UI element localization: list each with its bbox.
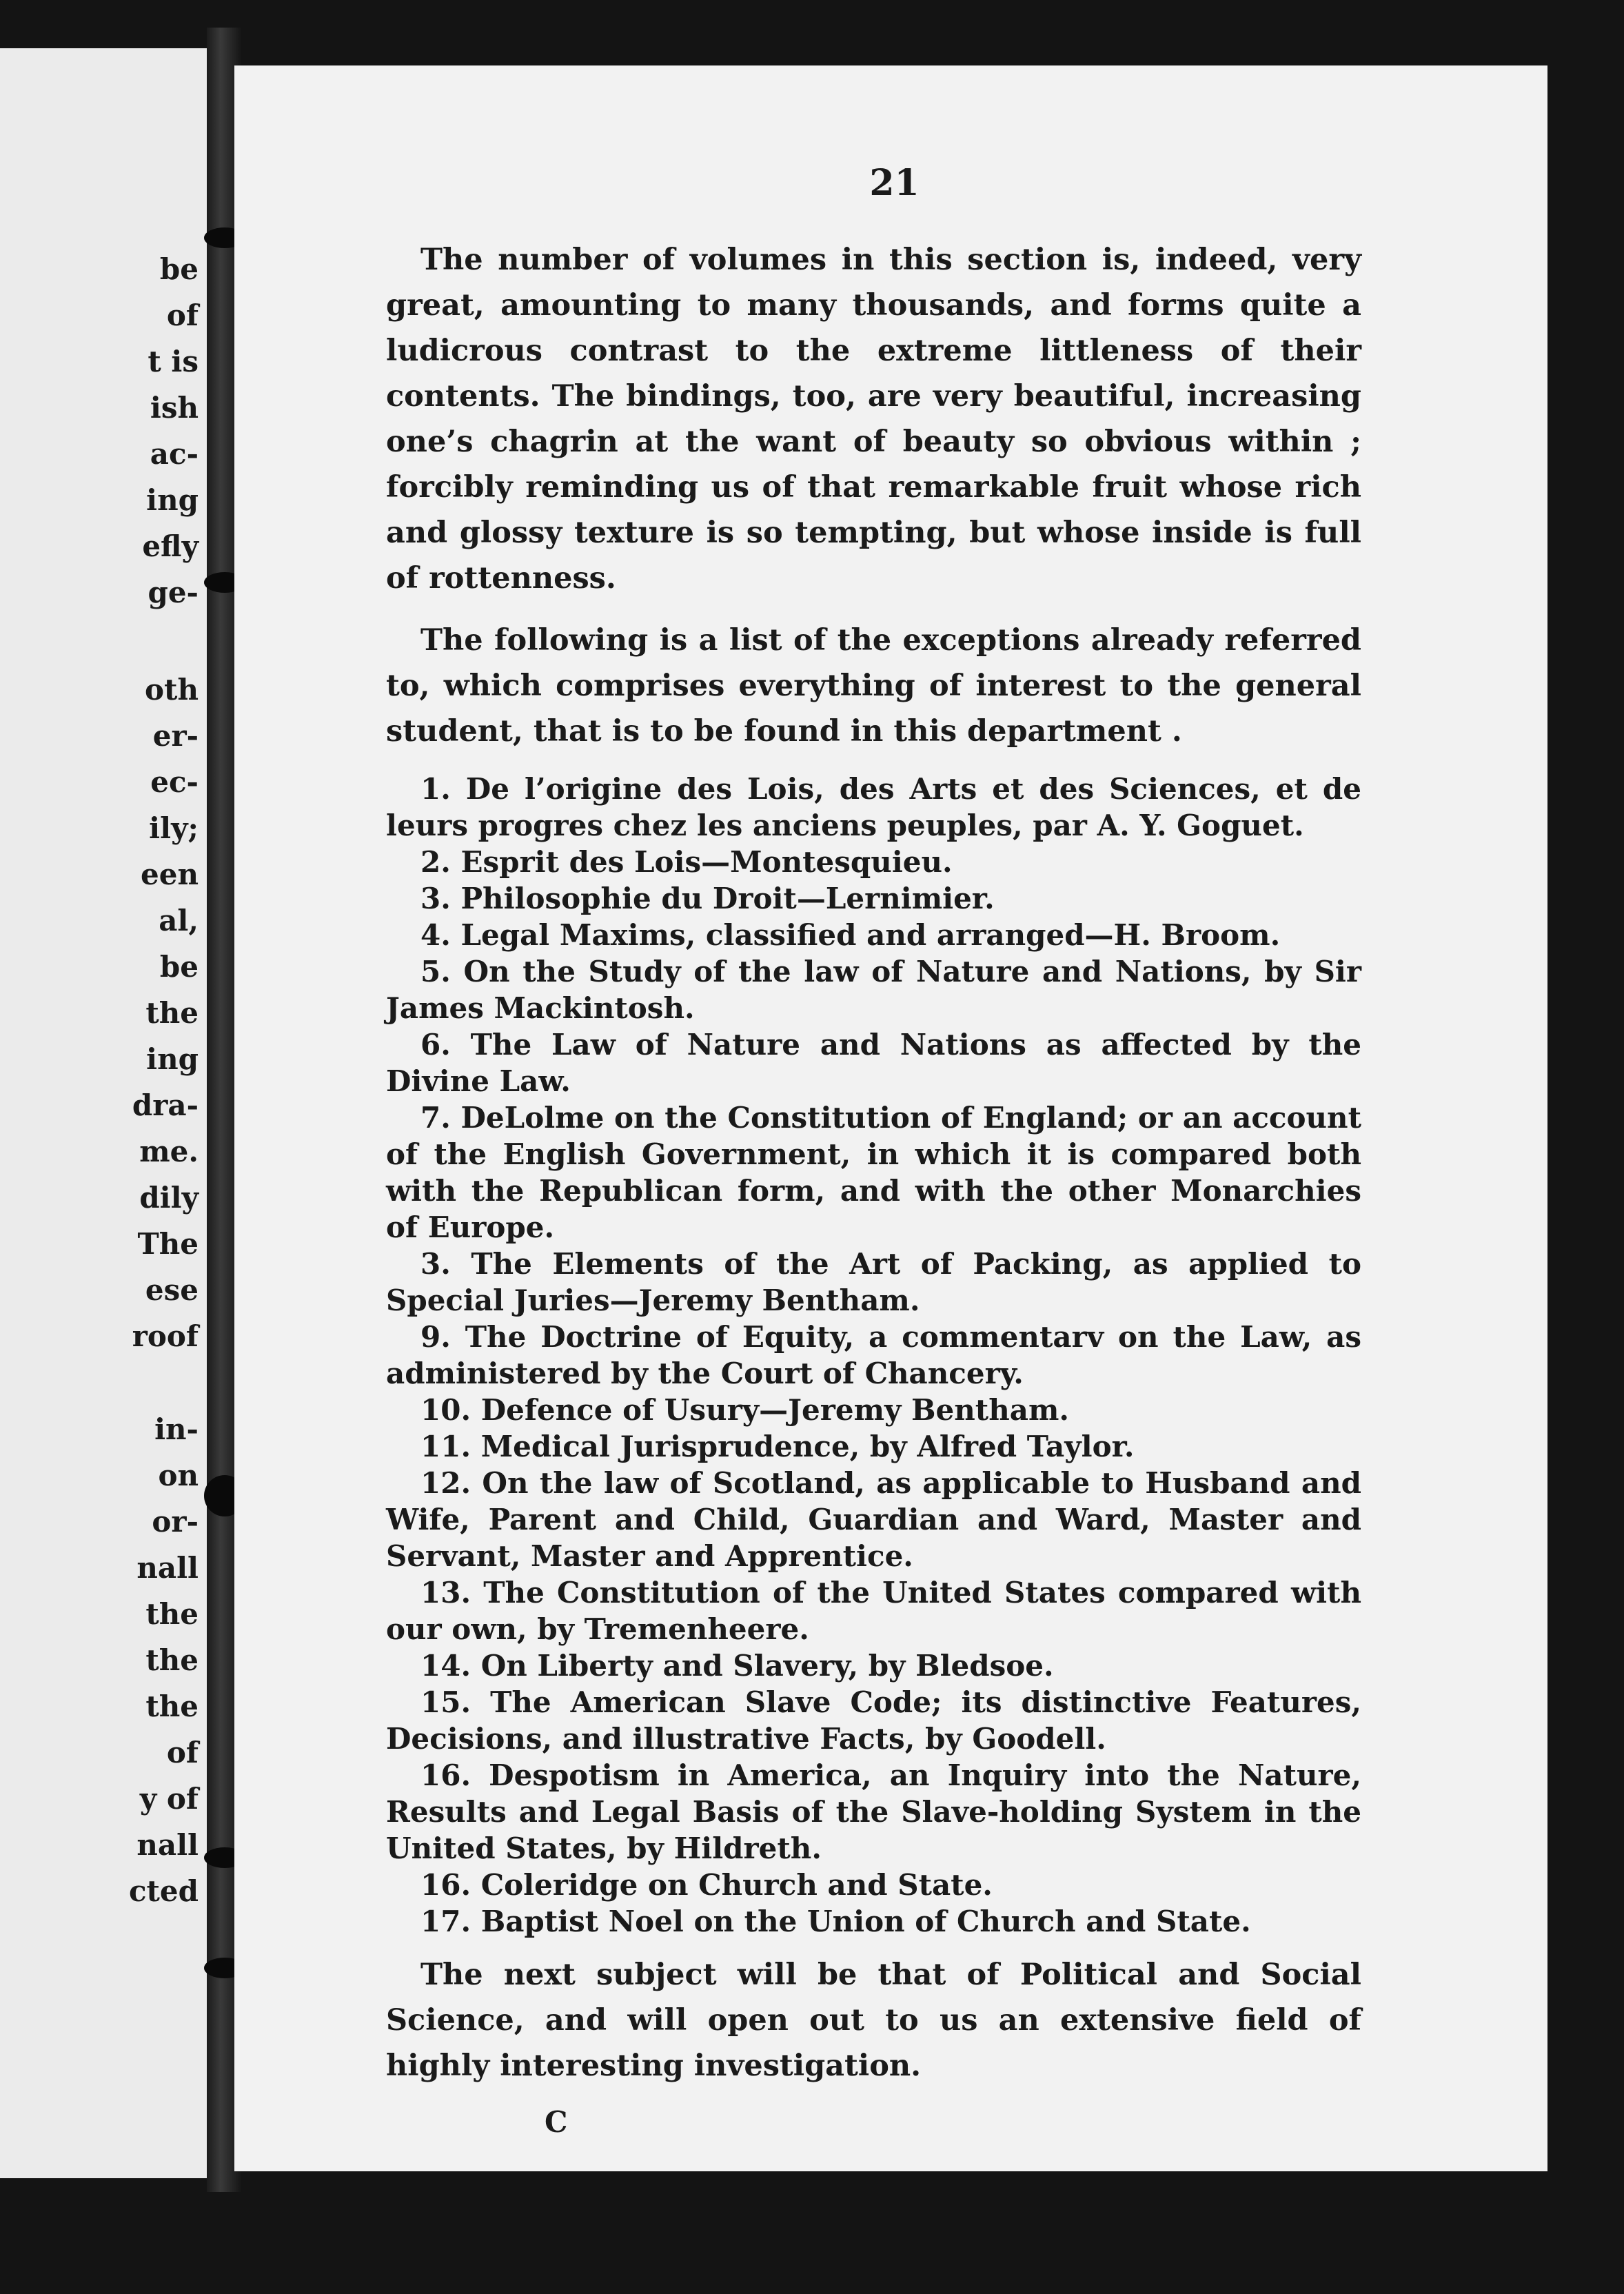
list-item: 15. The American Slave Code; its distinctive Features, Decisions, and illustrative Facts, by Goodell. — [386, 1685, 1361, 1756]
left-page-line: the — [145, 1643, 199, 1677]
left-page-line: nall — [136, 1828, 199, 1862]
closing-paragraph: The next subject will be that of Political and Social Science, and will open out to us an extensive field of highly interesting investigation. — [386, 1958, 1361, 2083]
left-page-line: er- — [152, 719, 199, 753]
list-item: 6. The Law of Nature and Nations as affected by the Divine Law. — [386, 1028, 1361, 1098]
left-page-line: roof — [132, 1319, 199, 1353]
left-page-line: y of — [139, 1782, 199, 1816]
left-page-line: dra- — [132, 1088, 199, 1122]
left-page-line: efly — [142, 529, 199, 563]
left-page-line: ing — [146, 1042, 199, 1076]
list-item: 10. Defence of Usury—Jeremy Bentham. — [420, 1393, 1070, 1427]
left-page-line: t is — [148, 345, 199, 378]
previous-page-fragment — [0, 48, 207, 2178]
left-page-line: on — [158, 1459, 199, 1492]
list-item: 9. The Doctrine of Equity, a commentarv on the Law, as administered by the Court of Chancery. — [386, 1320, 1361, 1390]
list-item: 13. The Constitution of the United States compared with our own, by Tremenheere. — [386, 1576, 1361, 1646]
left-page-line: nall — [136, 1551, 199, 1585]
left-page-line: the — [145, 1689, 199, 1723]
page-body — [386, 162, 1361, 2139]
body-paragraph: The number of volumes in this section is, indeed, very great, amounting to many thousands, and forms quite a ludicrous contrast to the extreme littleness of their contents. The bindings, too, are very beautiful, increasing one’s chagrin at the want of beauty so obvious within ; forcibly reminding us of that remarkable fruit whose rich and glossy texture is so tempting, but whose inside is full of rottenness. — [386, 243, 1361, 596]
left-page-line: al, — [159, 904, 199, 937]
left-page-line: cted — [128, 1874, 199, 1908]
left-page-line: ac- — [150, 437, 199, 471]
left-page-line: een — [141, 857, 199, 891]
left-page-line: in- — [154, 1412, 199, 1446]
left-page-line: dily — [139, 1181, 199, 1215]
list-item: 3. Philosophie du Droit—Lernimier. — [420, 882, 995, 915]
list-item: 16. Despotism in America, an Inquiry into the Nature, Results and Legal Basis of the Slave-holding System in the United States, by Hildreth. — [386, 1758, 1361, 1865]
body-paragraph: The following is a list of the exceptions already referred to, which comprises everything of interest to the general student, that is to be found in this department . — [386, 623, 1361, 749]
list-item: 5. On the Study of the law of Nature and Nations, by Sir James Mackintosh. — [386, 955, 1361, 1025]
left-page-line: the — [145, 996, 199, 1030]
page-number: 21 — [869, 162, 920, 204]
signature-mark: C — [545, 2105, 568, 2139]
list-item: 16. Coleridge on Church and State. — [420, 1868, 993, 1902]
list-item: 1. De l’origine des Lois, des Arts et des Sciences, et de leurs progres chez les anciens peuples, par A. Y. Goguet. — [386, 772, 1361, 842]
list-item: 7. DeLolme on the Constitution of England; or an account of the English Government, in which it is compared both with the Republican form, and with the other Monarchies of Europe. — [386, 1101, 1361, 1244]
left-page-line: ily; — [149, 811, 199, 845]
left-page-line: of — [166, 298, 199, 332]
left-page-line: the — [145, 1597, 199, 1631]
left-page-line: me. — [139, 1135, 199, 1168]
exceptions-list — [386, 771, 1361, 1940]
left-page-line: be — [159, 950, 199, 984]
list-item: 11. Medical Jurisprudence, by Alfred Taylor. — [420, 1430, 1135, 1463]
left-page-line: or- — [152, 1505, 199, 1539]
list-item: 4. Legal Maxims, classified and arranged—H. Broom. — [420, 918, 1281, 952]
list-item: 3. The Elements of the Art of Packing, as applied to Special Juries—Jeremy Bentham. — [386, 1247, 1361, 1317]
left-page-line: be — [159, 252, 199, 286]
left-page-line: The — [137, 1227, 199, 1261]
list-item: 12. On the law of Scotland, as applicable to Husband and Wife, Parent and Child, Guardian and Ward, Master and Servant, Master and Apprentice. — [386, 1466, 1361, 1573]
left-page-line: ese — [145, 1273, 199, 1307]
left-page-line: ge- — [148, 576, 199, 609]
list-item: 14. On Liberty and Slavery, by Bledsoe. — [420, 1649, 1054, 1683]
left-page-line: oth — [145, 673, 199, 707]
book-page — [234, 65, 1547, 2171]
list-item: 17. Baptist Noel on the Union of Church and State. — [420, 1905, 1251, 1938]
left-page-line: ish — [150, 391, 199, 425]
left-page-line: ing — [146, 483, 199, 517]
left-page-line: ec- — [150, 765, 199, 799]
list-item: 2. Esprit des Lois—Montesquieu. — [420, 845, 953, 879]
left-page-line: of — [166, 1736, 199, 1769]
